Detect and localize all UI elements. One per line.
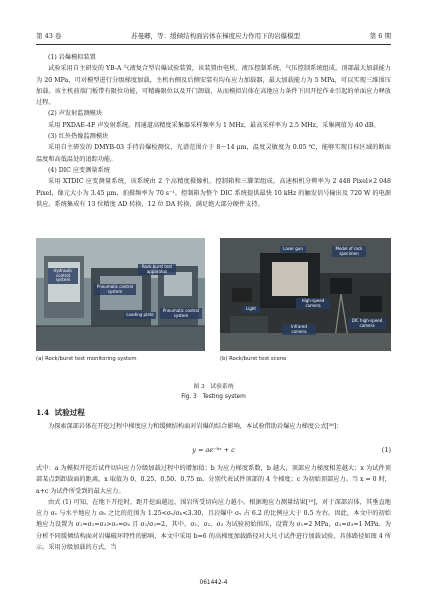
running-header bbox=[36, 28, 391, 45]
label-pneumatic-control-2: Pneumatic control system bbox=[160, 308, 202, 319]
subsection-heading: (1) 岩爆模拟装置 bbox=[48, 54, 96, 61]
photo-monitoring-system bbox=[36, 238, 205, 351]
label-laser-gun: Laser gun bbox=[280, 246, 306, 253]
photo-b-caption: (b) Rock/burst test scene bbox=[220, 356, 287, 362]
label-loading-plate: Loading plate bbox=[124, 312, 156, 319]
intro-paragraph bbox=[36, 421, 391, 432]
label-rock-specimen: Model of rock specimen bbox=[332, 246, 366, 257]
subsection-heading: (3) 红外热像监测模块 bbox=[48, 133, 109, 141]
paragraph: 为探索深部岩体在开挖过程中梯度应力和缓倾结构面对岩爆的综合影响，本试验借助岩爆应力梯度公式[²⁶]： bbox=[48, 423, 343, 430]
paragraph: 试验采用自主研发的 YB-A 气液复合型岩爆试验装置，该装置由电机、液压控制系统、气压控制系统组成。顶部最大加载能力为 20 MPa，可对模型进行分级梯度加载，主机右侧及后侧安装有均布应力加载器，最大加载能力为 5 MPa，可以实现三维围压加载。该主机前端门板带有限位功能，可精确限位以及开门卸载，从而模拟岩体在高地应力条件下因开挖作业引起的单面应力释放过程。 bbox=[36, 65, 391, 107]
paragraph: 采用 XTDIC 应变测量系统，该系统由 2 个高精度摄像机、控制箱和三脚架组成。高速相机分辨率为 2 448 Pixel×2 048 Pixel，像元大小为 3.45 μm，拍摄频率为 70 s⁻¹。控制箱为整个 DIC 系统提供最快 10 kHz 的触发信号输出及 720 W 的电源供应。系统集成有 13 位精度 AD 转换，12 位 DA 转换，满足绝大部分硬件支持。 bbox=[36, 178, 391, 208]
subsection-heading: (4) DIC 应变测量系统 bbox=[48, 166, 110, 174]
section-heading bbox=[36, 407, 85, 418]
section-title-text: 试验过程 bbox=[54, 408, 85, 417]
label-dic-camera: DIC high-speed camera bbox=[348, 318, 386, 329]
label-hydraulic-control: Hydraulic control system bbox=[48, 268, 78, 284]
header-issue: 第 6 期 bbox=[369, 31, 391, 40]
equation-number: (1) bbox=[381, 446, 391, 454]
equation-1 bbox=[36, 446, 391, 458]
label-infrared-camera: Infrared camera bbox=[282, 324, 316, 335]
figure-3 bbox=[36, 238, 391, 368]
photo-a-caption: (a) Rock/burst test monitoring system bbox=[36, 356, 137, 362]
subsection-heading: (2) 声发射监测模块 bbox=[48, 110, 103, 118]
apparatus-description bbox=[36, 52, 391, 210]
figure-caption-cn: 图 3 试验系统 bbox=[193, 384, 234, 390]
label-rock-burst-apparatus: Rock burst test apparatus bbox=[138, 264, 176, 275]
paragraph: 式中：a 为模拟开挖后试件切向应力分级加载过程中的增加值；b 为应力梯度系数，b 越大，顶部应力梯度相差越大；x 为试件顶部某点到卸载面的距离，x 取值为 0、0.25、0.50、0.75 m，分别代表试件顶部的 4 个梯度；c 为初始顶部应力。当 x = 0 时，a+c 为试件所受到的最大应力。 bbox=[36, 465, 391, 495]
label-high-speed-camera: High-speed camera bbox=[296, 298, 330, 309]
explanation-paragraphs bbox=[36, 463, 391, 553]
paragraph: 采用 PXDAE-4F 声发射系统。四通道高精度采集器采样频率为 1 MHz，最高采样率为 2.5 MHz，采集阈值为 40 dB。 bbox=[48, 121, 380, 129]
section-number: 1.4 bbox=[36, 408, 50, 417]
figure-caption-en: Fig. 3 Testing system bbox=[181, 394, 246, 400]
page-number: 061442-4 bbox=[199, 580, 228, 586]
photo-test-scene bbox=[220, 238, 391, 351]
label-light: Light bbox=[242, 306, 260, 313]
paragraph: 由式 (1) 可知，在地下开挖时，距开挖面越远，围岩所受切向应力越小。根据地应力测量结果[¹⁰]，对于深部岩体，其垂直地应力 σᵥ 与水平地应力 σₕ 之比的范围为 1.25<σᵥ/σₕ<3.30，且岩爆中 σᵥ 占 6.2 的比例应大于 0.5 左右。因此，本文中的初始地应力设置为 σ₁=σ₂=σ₃>σᵥ=σₕ 且 σ₁/σ₃=2，其中，σ₁、σ₂、σ₃ 为试验初始围压，设置为 σ₁=2 MPa，σ₂=σ₃=1 MPa。为分析不同缓倾结构面对岩爆破坏特性的影响，本文中采用 b=6 的高梯度加载路径对大尺寸试件进行加载试验，具体路径如图 4 所示。采用分级加载的方式，当 bbox=[36, 498, 391, 552]
header-title: 苏曼卿，等：缓倾结构面岩体在梯度应力作用下的岩爆模型 bbox=[131, 31, 301, 40]
label-pneumatic-control: Pneumatic control system bbox=[94, 284, 136, 295]
equation-expression: y = ae⁻ᵇˣ + c bbox=[192, 446, 235, 454]
header-volume: 第 43 卷 bbox=[36, 31, 62, 40]
paragraph: 采用自主研发的 DMYB-03 手持岩爆检测仪，光谱范围介于 8～14 μm，温度灵敏度为 0.05 ℃，能够实现目标区域的断面温度和高低温处的追踪功能。 bbox=[36, 144, 391, 163]
